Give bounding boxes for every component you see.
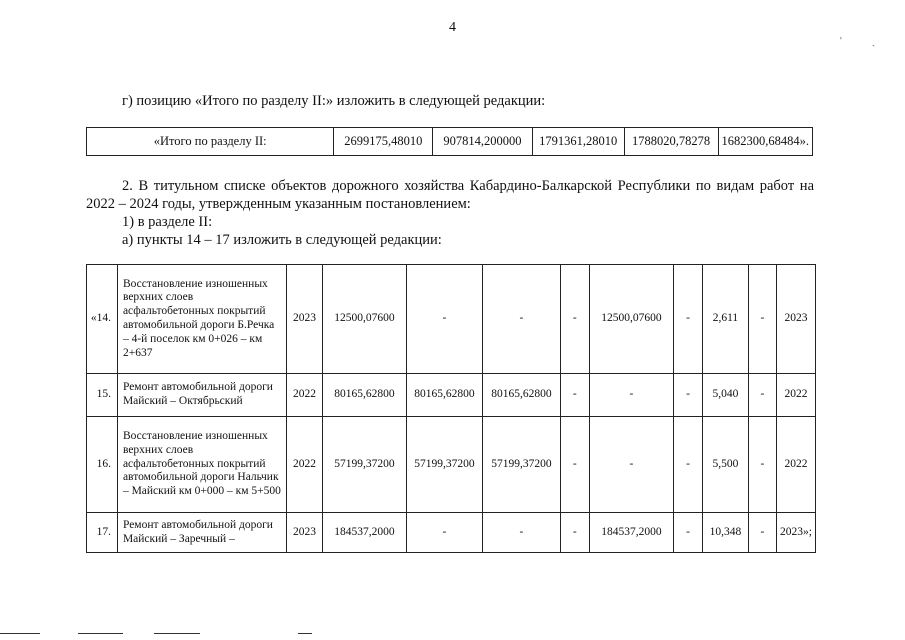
- cell: 80165,62800: [483, 374, 561, 417]
- cell: 80165,62800: [406, 374, 483, 417]
- cell: -: [483, 513, 561, 553]
- paragraph-2-line1: 2. В титульном списке объектов дорожного хозяйства Кабардино-Балкарской Республики по видам работ на 2022 – 2024 годы, утвержденным указанным постановлением:: [86, 178, 814, 212]
- table-row: [87, 417, 816, 513]
- table-row: [87, 265, 816, 374]
- footer-line: [298, 633, 312, 634]
- cell: 2022: [776, 417, 815, 513]
- cell: -: [748, 265, 776, 374]
- cell: 184537,2000: [323, 513, 406, 553]
- row-number: 16.: [87, 417, 118, 513]
- paragraph-2: [86, 177, 814, 249]
- cell: -: [406, 265, 483, 374]
- cell: 2022: [776, 374, 815, 417]
- cell: 10,348: [703, 513, 749, 553]
- cell: 2022: [286, 417, 323, 513]
- cell: 12500,07600: [589, 265, 673, 374]
- cell: 57199,37200: [406, 417, 483, 513]
- total-value: 1788020,78278: [624, 128, 718, 156]
- object-name: Ремонт автомобильной дороги Майский – Октябрьский: [117, 374, 286, 417]
- objects-table: [86, 264, 816, 553]
- cell: -: [748, 513, 776, 553]
- footer-line: [0, 633, 40, 634]
- cell: 184537,2000: [589, 513, 673, 553]
- total-value: 1682300,68484».: [718, 128, 813, 156]
- cell: 2023: [776, 265, 815, 374]
- cell: 2023»;: [776, 513, 815, 553]
- cell: -: [674, 265, 703, 374]
- object-name: Восстановление изношенных верхних слоев асфальтобетонных покрытий автомобильной дороги Нальчик – Майский км 0+000 – км 5+500: [117, 417, 286, 513]
- cell: -: [560, 417, 589, 513]
- row-number: 17.: [87, 513, 118, 553]
- total-value: 1791361,28010: [532, 128, 624, 156]
- table-row: [87, 374, 816, 417]
- paragraph-g: г) позицию «Итого по разделу II:» изложить в следующей редакции:: [122, 93, 546, 109]
- cell: 2,611: [703, 265, 749, 374]
- footer-line: [78, 633, 123, 634]
- cell: 5,040: [703, 374, 749, 417]
- cell: 57199,37200: [483, 417, 561, 513]
- cell: -: [589, 374, 673, 417]
- cell: 57199,37200: [323, 417, 406, 513]
- cell: -: [674, 513, 703, 553]
- cell: -: [560, 374, 589, 417]
- cell: 12500,07600: [323, 265, 406, 374]
- cell: -: [674, 417, 703, 513]
- total-value: 2699175,48010: [334, 128, 433, 156]
- cell: 80165,62800: [323, 374, 406, 417]
- corner-mark: ': [840, 36, 872, 47]
- footer-line: [154, 633, 200, 634]
- cell: -: [589, 417, 673, 513]
- cell: -: [483, 265, 561, 374]
- row-number: «14.: [87, 265, 118, 374]
- cell: -: [560, 265, 589, 374]
- cell: -: [560, 513, 589, 553]
- cell: -: [406, 513, 483, 553]
- cell: -: [748, 374, 776, 417]
- paragraph-2-line2: 1) в разделе II:: [122, 214, 213, 230]
- cell: 2022: [286, 374, 323, 417]
- object-name: Ремонт автомобильной дороги Майский – Заречный –: [117, 513, 286, 553]
- corner-marks: [840, 36, 905, 47]
- cell: -: [748, 417, 776, 513]
- cell: 2023: [286, 513, 323, 553]
- corner-mark: ˎ: [871, 36, 905, 47]
- paragraph-2-line3: а) пункты 14 – 17 изложить в следующей редакции:: [122, 232, 442, 248]
- cell: 2023: [286, 265, 323, 374]
- table-row: [87, 513, 816, 553]
- total-table: [86, 127, 813, 156]
- total-value: 907814,200000: [433, 128, 533, 156]
- cell: 5,500: [703, 417, 749, 513]
- row-number: 15.: [87, 374, 118, 417]
- cell: -: [674, 374, 703, 417]
- total-label: «Итого по разделу II:: [87, 128, 334, 156]
- page-number: 4: [449, 20, 456, 35]
- table-row: [87, 128, 813, 156]
- object-name: Восстановление изношенных верхних слоев асфальтобетонных покрытий автомобильной дороги Б.Речка – 4-й поселок км 0+026 – км 2+637: [117, 265, 286, 374]
